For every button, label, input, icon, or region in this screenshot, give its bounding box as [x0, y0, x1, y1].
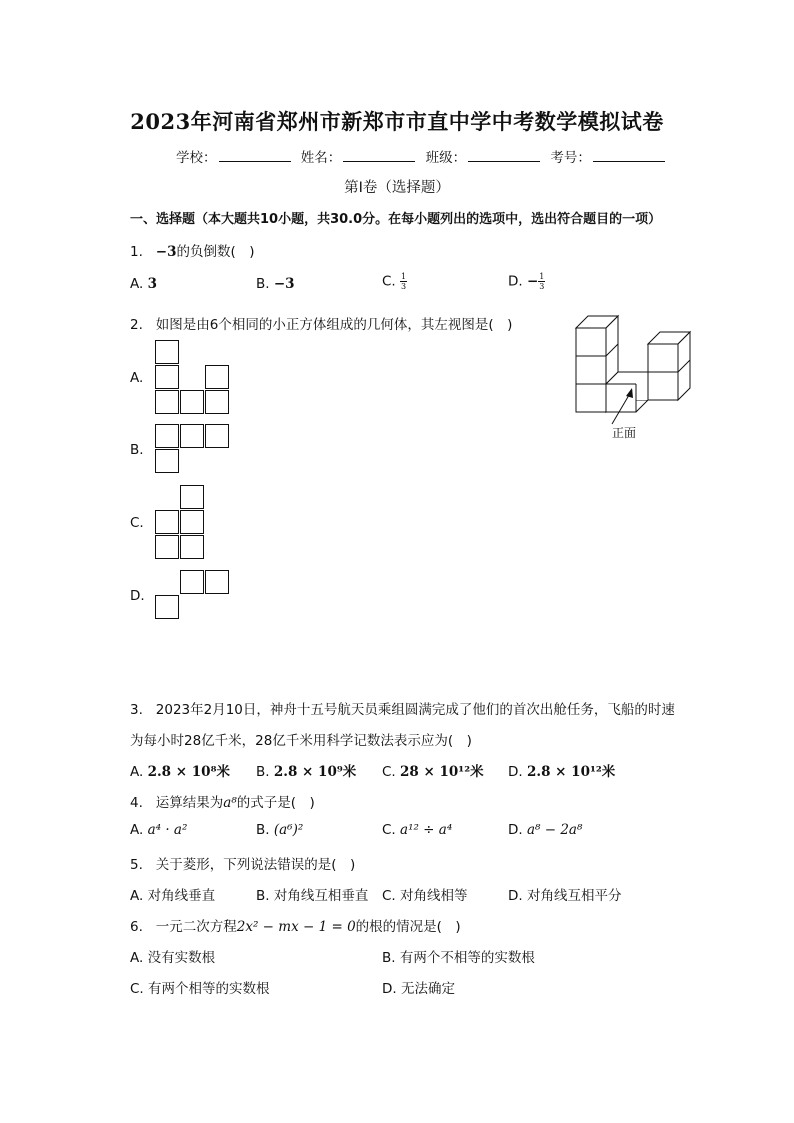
option-d-label: D. — [130, 588, 145, 604]
option-a — [130, 884, 215, 904]
square — [155, 390, 179, 414]
option-b-figure — [155, 424, 231, 474]
square — [155, 510, 179, 534]
question-text: 如图是由6个相同的小正方体组成的几何体，其左视图是( ) — [155, 317, 513, 333]
section-heading: 第Ⅰ卷（选择题） — [344, 180, 450, 196]
name-label: 姓名： — [300, 150, 342, 166]
option-value: 无法确定 — [400, 981, 455, 997]
fraction — [400, 272, 407, 291]
question-text: 的负倒数( ) — [176, 244, 255, 260]
option-value: −3 — [273, 276, 295, 292]
square — [155, 365, 179, 389]
option-value: 没有实数根 — [147, 950, 216, 966]
option-label: A. — [130, 276, 144, 292]
option-value: 2.8 × 10¹²米 — [526, 764, 616, 780]
option-label: B. — [256, 276, 270, 292]
option-b — [256, 276, 295, 292]
square — [155, 424, 179, 448]
square — [205, 390, 229, 414]
option-a-label: A. — [130, 370, 144, 386]
question-2-stem — [130, 313, 512, 333]
option-d — [508, 272, 545, 291]
option-label: D. — [508, 764, 523, 780]
option-label: C. — [382, 888, 396, 904]
question-1-stem — [130, 240, 255, 260]
square — [155, 340, 179, 364]
cube-face — [576, 384, 606, 412]
cube-face — [576, 356, 606, 384]
square — [155, 535, 179, 559]
option-value: 对角线互相平分 — [526, 888, 622, 904]
option-value: 有两个不相等的实数根 — [399, 950, 535, 966]
option-c — [382, 884, 468, 904]
option-b — [382, 946, 535, 966]
option-c — [130, 977, 270, 997]
question-number: 1. — [130, 244, 143, 260]
exam-no-label: 考号： — [550, 150, 591, 166]
square — [180, 510, 204, 534]
option-value: 对角线垂直 — [147, 888, 216, 904]
question-text: 2023年2月10日，神舟十五号航天员乘组圆满完成了他们的首次出舱任务，飞船的时速 — [155, 702, 675, 718]
math-value: −3 — [155, 244, 177, 260]
option-value: 对角线互相垂直 — [273, 888, 369, 904]
question-text: 关于菱形，下列说法错误的是( ) — [155, 857, 356, 873]
question-number: 2. — [130, 317, 143, 333]
question-number: 4. — [130, 795, 143, 811]
option-c-figure — [155, 485, 206, 560]
option-value: 2.8 × 10⁸米 — [147, 764, 230, 780]
math-expression: 2x² − mx − 1 = 0 — [236, 919, 356, 935]
numerator: 1 — [401, 272, 407, 281]
school-blank[interactable] — [219, 149, 291, 162]
option-b-label: B. — [130, 442, 144, 458]
denominator: 3 — [401, 282, 407, 291]
name-blank[interactable] — [343, 149, 415, 162]
question-5-stem — [130, 853, 355, 873]
square — [180, 424, 204, 448]
option-d — [382, 977, 455, 997]
option-label: C. — [382, 273, 396, 290]
option-a-figure — [155, 340, 231, 415]
question-4-stem — [130, 791, 315, 811]
option-label: C. — [382, 822, 396, 838]
school-label: 学校： — [176, 150, 217, 166]
option-label: A. — [130, 888, 144, 904]
option-a — [130, 276, 157, 292]
question-text: 运算结果为 — [155, 795, 224, 811]
option-a — [130, 946, 215, 966]
option-label: D. — [508, 888, 523, 904]
option-value: a⁸ − 2a⁸ — [526, 822, 583, 838]
exam-no-blank[interactable] — [593, 149, 665, 162]
student-info-line — [176, 146, 671, 166]
option-b — [256, 760, 356, 780]
option-c — [382, 822, 452, 838]
math-expression: a⁸ — [223, 795, 237, 811]
option-c-label: C. — [130, 515, 144, 531]
square — [205, 365, 229, 389]
question-3-stem-line2: 为每小时28亿千米，28亿千米用科学记数法表示应为( ) — [130, 733, 472, 749]
cube-face — [648, 344, 678, 372]
question-number: 6. — [130, 919, 143, 935]
minus-sign: − — [526, 273, 539, 290]
square — [155, 595, 179, 619]
question-text: 一元二次方程 — [155, 919, 237, 935]
option-label: D. — [508, 273, 523, 290]
class-blank[interactable] — [468, 149, 540, 162]
option-label: D. — [508, 822, 523, 838]
option-d — [508, 884, 621, 904]
option-a — [130, 760, 230, 780]
option-b — [256, 822, 303, 838]
question-3-stem — [130, 698, 675, 718]
option-d-figure — [155, 570, 231, 620]
exam-title: 2023年河南省郑州市新郑市市直中学中考数学模拟试卷 — [130, 109, 664, 134]
square — [205, 570, 229, 594]
option-label: D. — [382, 981, 397, 997]
option-label: B. — [256, 764, 270, 780]
option-a — [130, 822, 187, 838]
square — [180, 390, 204, 414]
numerator: 1 — [539, 272, 545, 281]
square — [180, 535, 204, 559]
option-label: B. — [382, 950, 396, 966]
question-6-stem — [130, 915, 461, 935]
question-text: 的式子是( ) — [236, 795, 315, 811]
part-heading: 一、选择题（本大题共10小题，共30.0分。在每小题列出的选项中，选出符合题目的一项） — [130, 212, 662, 227]
class-label: 班级： — [425, 150, 467, 166]
front-label: 正面 — [612, 426, 637, 440]
option-value: 有两个相等的实数根 — [148, 981, 270, 997]
option-label: A. — [130, 822, 144, 838]
option-label: C. — [382, 764, 396, 780]
square — [180, 570, 204, 594]
question-text: 的根的情况是( ) — [355, 919, 461, 935]
option-label: B. — [256, 822, 270, 838]
option-d — [508, 760, 615, 780]
option-label: C. — [130, 981, 144, 997]
fraction — [538, 272, 545, 291]
option-label: A. — [130, 950, 144, 966]
denominator: 3 — [539, 282, 545, 291]
square — [180, 485, 204, 509]
cube-face — [648, 372, 678, 400]
option-value: 对角线相等 — [400, 888, 468, 904]
question-number: 3. — [130, 702, 143, 718]
square — [155, 449, 179, 473]
option-value: a⁴ · a² — [147, 822, 188, 838]
question-number: 5. — [130, 857, 143, 873]
option-value: a¹² ÷ a⁴ — [400, 822, 453, 838]
option-b — [256, 884, 368, 904]
option-label: B. — [256, 888, 270, 904]
option-c — [382, 760, 484, 780]
cube-face — [576, 328, 606, 356]
option-c — [382, 272, 407, 291]
option-value: 2.8 × 10⁹米 — [273, 764, 357, 780]
option-value: 3 — [147, 276, 157, 292]
option-d — [508, 822, 582, 838]
option-label: A. — [130, 764, 144, 780]
option-value: 28 × 10¹²米 — [400, 764, 484, 780]
square — [205, 424, 229, 448]
option-value: (a⁶)² — [273, 822, 304, 838]
